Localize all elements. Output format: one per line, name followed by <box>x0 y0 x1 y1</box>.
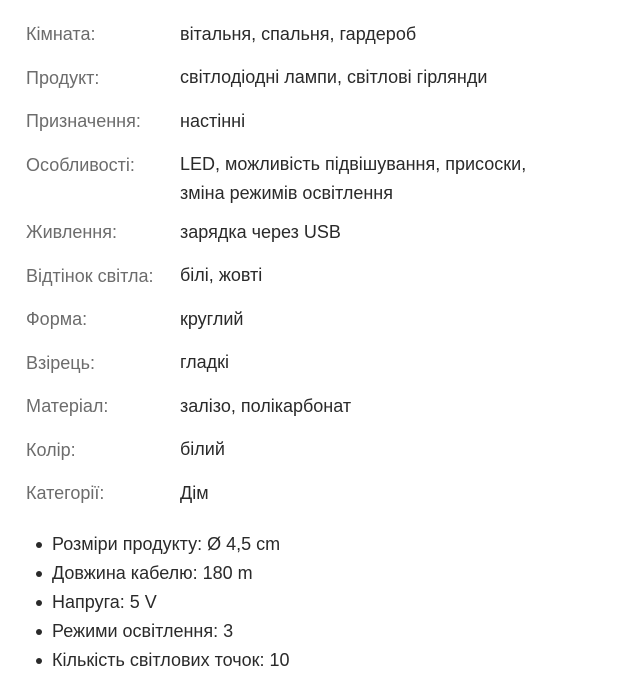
list-item <box>36 588 290 617</box>
spec-label: Форма: <box>26 309 88 329</box>
spec-bullet-list <box>36 530 290 675</box>
spec-row-light-shade <box>26 264 606 291</box>
spec-label: Колір: <box>26 439 76 460</box>
spec-label: Особливості: <box>26 154 135 175</box>
spec-table <box>26 22 606 508</box>
spec-value <box>180 20 606 49</box>
spec-value <box>180 479 606 508</box>
spec-value <box>180 150 606 208</box>
spec-row-pattern <box>26 351 606 378</box>
spec-row-product <box>26 66 606 93</box>
spec-value-line: вітальня, спальня, гардероб <box>180 23 417 44</box>
spec-value-line: круглий <box>180 308 244 329</box>
spec-label: Відтінок світла: <box>26 265 154 286</box>
spec-value <box>180 435 606 464</box>
spec-value-line: білі, жовті <box>180 265 263 285</box>
list-item <box>36 617 290 646</box>
spec-label: Взірець: <box>26 352 95 373</box>
spec-label: Продукт: <box>26 67 100 88</box>
spec-label: Матеріал: <box>26 396 109 416</box>
bullet-icon <box>36 629 42 635</box>
spec-value-line: світлодіодні лампи, світлові гірлянди <box>180 67 488 87</box>
spec-value-line: залізо, полікарбонат <box>180 395 352 416</box>
bullet-icon <box>36 600 42 606</box>
spec-row-material <box>26 394 606 421</box>
spec-row-categories <box>26 481 606 508</box>
bullet-icon <box>36 542 42 548</box>
list-item <box>36 530 290 559</box>
spec-label: Категорії: <box>26 483 105 503</box>
spec-value <box>180 261 606 290</box>
spec-row-features <box>26 153 606 209</box>
bullet-icon <box>36 571 42 577</box>
list-item-text: Довжина кабелю: 180 m <box>52 563 253 583</box>
spec-value <box>180 348 606 377</box>
spec-value-line: гладкі <box>180 352 230 372</box>
list-item <box>36 559 290 588</box>
spec-row-power <box>26 220 606 247</box>
spec-value-line: LED, можливість підвішування, присоски, <box>180 154 527 174</box>
spec-label: Живлення: <box>26 222 117 242</box>
spec-label: Призначення: <box>26 111 141 131</box>
bullet-icon <box>36 658 42 664</box>
spec-row-color <box>26 438 606 465</box>
spec-value-line: зміна режимів освітлення <box>180 183 393 203</box>
list-item-text: Кількість світлових точок: 10 <box>52 650 290 670</box>
spec-value-line: білий <box>180 439 225 459</box>
list-item-text: Режими освітлення: 3 <box>52 621 234 641</box>
spec-label: Кімната: <box>26 24 96 44</box>
spec-value-line[interactable]: Дім <box>180 482 209 503</box>
spec-value <box>180 305 606 334</box>
spec-row-room <box>26 22 606 49</box>
list-item-text: Напруга: 5 V <box>52 592 157 612</box>
spec-value-line: зарядка через USB <box>180 221 341 242</box>
list-item-text: Розміри продукту: Ø 4,5 cm <box>52 534 281 554</box>
spec-value-line: настінні <box>180 110 246 131</box>
spec-row-shape <box>26 307 606 334</box>
spec-value <box>180 392 606 421</box>
spec-value <box>180 63 606 92</box>
spec-row-purpose <box>26 109 606 136</box>
spec-value <box>180 218 606 247</box>
list-item <box>36 646 290 675</box>
spec-value <box>180 107 606 136</box>
